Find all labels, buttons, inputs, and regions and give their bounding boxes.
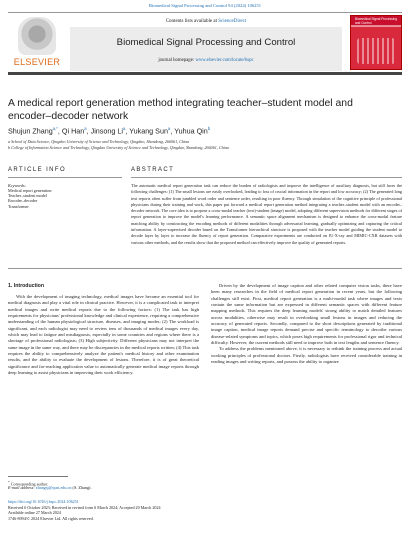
keywords-block <box>8 183 122 209</box>
author-affil-mark[interactable]: b <box>207 126 211 131</box>
keywords-label: Keywords: <box>8 183 26 188</box>
available-online: Available online 27 March 2024 <box>8 510 61 516</box>
affiliations <box>8 139 402 151</box>
author-name[interactable]: Yuhua Qin <box>174 126 208 136</box>
publisher-logo-text: ELSEVIER <box>13 57 61 67</box>
running-head[interactable]: Biomedical Signal Processing and Control 94 (2024) 106251 <box>148 3 262 8</box>
article-title <box>8 97 402 123</box>
intro-left-column <box>8 294 199 376</box>
author-name[interactable]: Qi Han <box>61 126 85 136</box>
article-title-line1: A medical report generation method integrating teacher–student model and <box>8 98 353 109</box>
abstract-heading: ABSTRACT <box>131 167 175 173</box>
section-heading: 1. Introduction <box>8 283 45 289</box>
author-name[interactable]: Jinsong Li <box>90 126 123 136</box>
keyword: Transformer <box>8 203 29 209</box>
header-band <box>70 27 342 71</box>
homepage-link[interactable]: www.elsevier.com/locate/bspc <box>195 58 254 63</box>
divider <box>8 268 402 269</box>
email-link[interactable]: zhangsj@qust.edu.cn <box>35 485 72 490</box>
cover-title: Biomedical Signal Processing and Control <box>355 17 397 25</box>
article-title-line2: encoder–decoder network <box>8 111 129 123</box>
sciencedirect-link[interactable]: ScienceDirect <box>218 19 247 24</box>
paragraph: Driven by the development of image caption and other related computer vision tasks, there have been many researches in the field of medical report generation in recent years, but the following challenges still exist. First, medical report generation is a multi-modal task where images and texts contain the same information but are expressed in different semantic spaces with different feature mapping methods. This requires the deep learning models' strong ability to match detailed features across modalities, otherwise may result in overlooking small lesions in images and reducing the accuracy of generated reports. Secondly, compared to the short descriptions generated by traditional image caption, medical image reports demand precise and specific terminology to describe various disease-related symptoms and topics, which poses high requirements for professional rigor and technical difficulty. However, the current methods still need to improve both in text lengths and sentence fluency. <box>211 283 402 346</box>
author-affil-mark[interactable]: a <box>84 126 87 131</box>
email-suffix: (S. Zhang). <box>72 485 92 490</box>
author-name[interactable]: Shujun Zhang <box>8 126 53 136</box>
abstract-text: The automatic medical report generation task can reduce the burden of radiologists and improve the intelligence of auxiliary diagnosis, but still faces the following challenges: (1) The small lesions are easily overlooked, leading to loss of crucial information in the report and low accuracy; (2) The generated long text reports often suffer from jumbled word order and sentence order, resulting in poor fluency. Through simulation of the cognitive principle of professional physicians during their training and work, this paper put forward a medical report generation method integrating a teacher–student model with an encoder–decoder network. The core idea is to propose a cross-modal teacher (text)-student (image) model, adopting different supervision methods for different stages of report generation to improve the model's learning performance. A semantic space alignment mechanism is designed to enhance the cross-modal feature matching ability by constructing the encoding methods of different modalities through adversarial learning, gradually optimizing and capturing the critical information. A layer-supervised decoder based on the Transformer hierarchical structure is proposed with the teacher model guiding the student model to decode layer by layer to increase the fluency of report generation. Comparative experiments are conducted on IU-X-ray and MIMIC-CXR datasets with various other methods, and the results show that the proposed method can effectively improve the quality of generated reports. <box>131 183 402 245</box>
footnote-rule <box>8 476 68 477</box>
journal-title[interactable]: Biomedical Signal Processing and Control <box>116 37 296 48</box>
contents-prefix: Contents lists available at <box>165 19 219 24</box>
journal-homepage <box>70 58 342 63</box>
keyword: Teacher–student model <box>8 193 47 199</box>
author-list: Shujun Zhang$^{a,*}$, Qi Han$^a$, Jinsong Li$^a$, Yukang Sun$^a$, Yuhua Qin$^b$ <box>8 126 211 136</box>
intro-right-column <box>211 283 402 365</box>
author-name[interactable]: Yukang Sun <box>129 126 168 136</box>
divider <box>8 177 122 178</box>
received-dates: Received 6 October 2023; Received in revised form 6 March 2024; Accepted 20 March 2024 <box>8 504 161 510</box>
footnote-email <box>8 485 208 491</box>
author-affil-mark[interactable]: a <box>167 126 171 131</box>
author-affil-mark[interactable]: a <box>122 126 126 131</box>
elsevier-logo[interactable] <box>10 15 64 67</box>
cover-art <box>357 38 395 64</box>
divider <box>131 177 402 178</box>
article-meta <box>8 499 308 521</box>
copyright: 1746-8094/© 2024 Elsevier Ltd. All rights reserved. <box>8 515 94 521</box>
affiliation-b: b College of Information Science and Technology, Qingdao University of Science and Technology, Qingdao, Shandong, 266061, China <box>8 145 229 150</box>
elsevier-tree-icon <box>18 17 56 55</box>
paragraph: To address the problems mentioned above, it is necessary to rethink the training process and actual working principles of professional doctors. Firstly, radiologists have received considerable training in reading images and writing reports, and possess the ability to organize <box>211 346 402 365</box>
doi-link[interactable]: https://doi.org/10.1016/j.bspc.2024.106251 <box>8 499 79 504</box>
author-affil-mark[interactable]: a,* <box>52 126 58 131</box>
journal-cover-image[interactable] <box>350 15 402 70</box>
keyword: Medical report generation <box>8 188 52 193</box>
article-info-heading: ARTICLE INFO <box>8 167 67 173</box>
footnote-text: Corresponding author. <box>10 481 49 487</box>
affiliation-a: a School of Data Science, Qingdao University of Science and Technology, Qingdao, Shandong, 266061, China <box>8 139 190 144</box>
footnote-mark: * <box>8 480 10 484</box>
paragraph: With the development of imaging technology, medical images have become an essential tool for medical diagnosis and play a vital role in clinical practice. However, it is a complicated task to interpret medical images and write medical reports due to the following factors: (1) The task has high requirements for physicians' professional knowledge and clinical experience, requiring a comprehensive understanding of the human physiological structure, diseases, and imaging modes; (2) The workload is significant, and each radiologist may need to review tens of thousands of medical images every day, which may lead to fatigue and misdiagnosis, especially in some countries and regions where there is a shortage of professional radiologists; (3) High subjectivity. Different physicians may not interpret the same image in the same way, and there may be discrepancies in the medical reports written; (4) This task requires the ability to comprehensively analyze the patient's medical history and other examination results, and the ability to evaluate the development of lesions. Therefore, it is of great theoretical significance and far-reaching application value to automatically generate medical image reports through deep learning to assist physicians in improving their work efficiency. <box>8 294 199 376</box>
email-label: E-mail address: <box>8 485 35 490</box>
homepage-prefix: journal homepage: <box>158 58 196 63</box>
contents-line <box>70 19 342 24</box>
keyword: Encoder–decoder <box>8 198 38 204</box>
